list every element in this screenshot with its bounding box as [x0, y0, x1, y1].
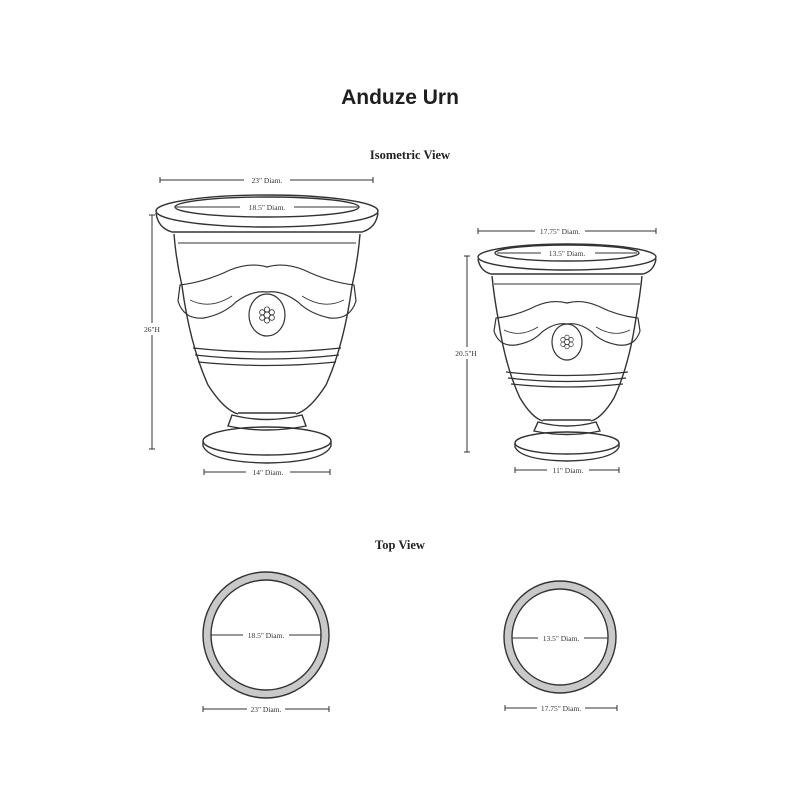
large-height-label: 26"H — [144, 325, 160, 334]
large-top-outer-label: 23" Diam. — [251, 176, 283, 185]
isometric-view-heading: Isometric View — [369, 148, 451, 162]
small-top-inner-label: 13.5" Diam. — [548, 249, 586, 258]
small-height-label: 20.5"H — [455, 349, 477, 358]
large-urn — [156, 195, 378, 463]
small-top-outer-label: 17.75" Diam. — [539, 227, 581, 236]
large-base-label: 14" Diam. — [252, 468, 284, 477]
small-urn — [478, 244, 656, 461]
top-small-outer-label: 17.75" Diam. — [540, 704, 582, 713]
page-title: Anduze Urn — [341, 86, 459, 109]
top-large-inner-label: 18.5" Diam. — [247, 631, 285, 640]
small-urn-dimensions — [450, 226, 656, 475]
top-view-heading: Top View — [375, 538, 425, 552]
large-top-inner-label: 18.5" Diam. — [248, 203, 286, 212]
top-small-inner-label: 13.5" Diam. — [542, 634, 580, 643]
top-large-outer-label: 23" Diam. — [250, 705, 282, 714]
small-base-label: 11" Diam. — [552, 466, 584, 475]
